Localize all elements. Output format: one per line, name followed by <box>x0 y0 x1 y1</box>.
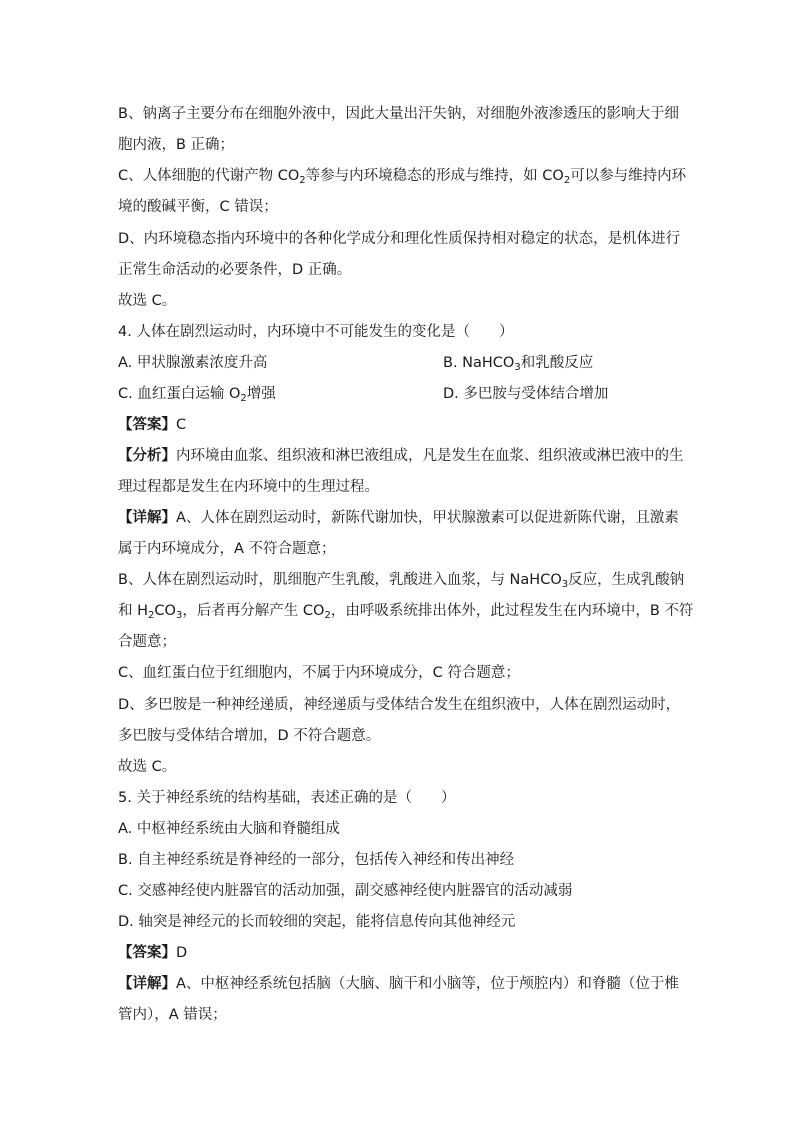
text-line: 属于内环境成分，A 不符合题意； <box>118 541 336 557</box>
text-line: 故选 C。 <box>118 759 177 775</box>
option-b: B. NaHCO$_3$和乳酸反应 <box>443 355 594 373</box>
option-a: A. 甲状腺激素浓度升高 <box>118 355 268 371</box>
detail-line: 【详解】A、中枢神经系统包括脑（大脑、脑干和小脑等，位于颅腔内）和脊髓（位于椎 <box>118 976 679 992</box>
text-line: 故选 C。 <box>118 293 177 309</box>
text-line: 和 $H_2CO_3$，后者再分解产生 $CO_2$，由呼吸系统排出体外，此过程发生在内环境中，B 不符 <box>118 603 694 621</box>
text-line: 多巴胺与受体结合增加，D 不符合题意。 <box>118 728 381 744</box>
question-4-options-cd <box>118 384 678 404</box>
option-d: D. 多巴胺与受体结合增加 <box>443 386 609 402</box>
text-line: D、内环境稳态指内环境中的各种化学成分和理化性质保持相对稳定的状态，是机体进行 <box>118 231 681 247</box>
analysis-line: 【分析】内环境由血浆、组织液和淋巴液组成，凡是发生在血浆、组织液或淋巴液中的生 <box>118 448 684 464</box>
option-c: C. 交感神经使内脏器官的活动加强，副交感神经使内脏器官的活动减弱 <box>118 883 573 899</box>
text-line: 合题意； <box>118 634 176 650</box>
question-4-stem: 4. 人体在剧烈运动时，内环境中不可能发生的变化是（ ） <box>118 324 514 340</box>
text-line: 境的酸碱平衡，C 错误； <box>118 199 278 215</box>
text-line: D、多巴胺是一种神经递质，神经递质与受体结合发生在组织液中，人体在剧烈运动时， <box>118 697 681 713</box>
option-a: A. 中枢神经系统由大脑和脊髓组成 <box>118 821 340 837</box>
question-4-options-ab <box>118 353 678 373</box>
answer-line: 【答案】C <box>118 417 187 433</box>
question-5-stem: 5. 关于神经系统的结构基础，表述正确的是（ ） <box>118 790 456 806</box>
text-line: 正常生命活动的必要条件，D 正确。 <box>118 262 352 278</box>
text-line: B、人体在剧烈运动时，肌细胞产生乳酸，乳酸进入血浆，与 NaHCO$_3$反应，生成乳酸钠 <box>118 572 685 590</box>
detail-line: 【详解】A、人体在剧烈运动时，新陈代谢加快，甲状腺激素可以促进新陈代谢，且激素 <box>118 510 679 526</box>
option-c: C. 血红蛋白运输 $O_2$增强 <box>118 386 276 404</box>
option-d: D. 轴突是神经元的长而较细的突起，能将信息传向其他神经元 <box>118 914 516 930</box>
text-line: C、人体细胞的代谢产物 $CO_2$等参与内环境稳态的形成与维持，如 $CO_2$可以参与维持内环 <box>118 168 687 186</box>
option-b: B. 自主神经系统是脊神经的一部分，包括传入神经和传出神经 <box>118 852 515 868</box>
answer-line: 【答案】D <box>118 945 188 961</box>
text-line: B、钠离子主要分布在细胞外液中，因此大量出汗失钠，对细胞外液渗透压的影响大于细 <box>118 106 679 122</box>
text-line: 理过程都是发生在内环境中的生理过程。 <box>118 479 379 495</box>
text-line: 胞内液，B 正确； <box>118 137 235 153</box>
text-line: 管内），A 错误； <box>118 1007 227 1023</box>
text-line: C、血红蛋白位于红细胞内，不属于内环境成分，C 符合题意； <box>118 665 520 681</box>
